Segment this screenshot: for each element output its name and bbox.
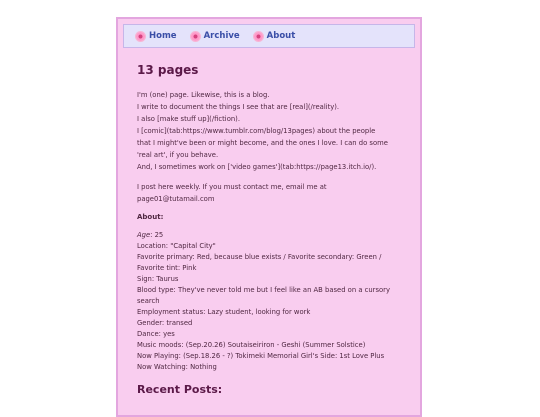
- page-title: 13 pages: [137, 63, 199, 77]
- nav-home-label: Home: [149, 31, 177, 41]
- intro-paragraph: I'm (one) page. Likewise, this is a blog. I write to document the things I see that are [real](/reality). I also [make stuff up](/fiction). I [comic](tab:https://www.tumblr.com/blog/13pages) about the people that I might've been or might become, and the ones I love. I can do some 'real art', if you behave. And, I sometimes work on ['video games'](tab:https://page13.itch.io/).: [137, 91, 388, 171]
- nav-home-link[interactable]: [136, 31, 177, 41]
- recent-posts-heading: Recent Posts:: [137, 383, 223, 396]
- about-line-blood-type: Blood type: They've never told me but I feel like an AB based on a cursory: [137, 286, 390, 294]
- nav-archive-link[interactable]: [191, 31, 240, 41]
- about-line-sign: Sign: Taurus: [137, 275, 179, 283]
- flower-icon: [254, 32, 263, 41]
- about-line-gender: Gender: transed: [137, 319, 193, 327]
- about-line-blood-type-cont: search: [137, 297, 160, 305]
- nav-archive-label: Archive: [203, 31, 240, 41]
- main-content: [137, 63, 407, 396]
- top-nav: [123, 24, 415, 48]
- nav-about-label: About: [266, 31, 296, 41]
- flower-icon: [191, 32, 200, 41]
- about-line-now-playing: Now Playing: (Sep.18.26 - ?) Tokimeki Memorial Girl's Side: 1st Love Plus: [137, 352, 385, 360]
- about-line-location: Location: "Capital City": [137, 242, 216, 250]
- about-line-now-watching: Now Watching: Nothing: [137, 363, 217, 371]
- age-line: [137, 230, 407, 241]
- age-value: : 25: [150, 231, 164, 239]
- about-line-music: Music moods: (Sep.20.26) Soutaiseiriron - Geshi (Summer Solstice): [137, 341, 366, 349]
- age-label: Age: [137, 231, 151, 239]
- about-line-employment: Employment status: Lazy student, looking for work: [137, 308, 311, 316]
- about-line-favorite-tint: Favorite tint: Pink: [137, 264, 197, 272]
- contact-paragraph: I post here weekly. If you must contact me, email me at page01@tutamail.com: [137, 183, 327, 203]
- about-line-favorite-primary: Favorite primary: Red, because blue exists / Favorite secondary: Green /: [137, 253, 382, 261]
- page-frame: [116, 17, 422, 417]
- flower-icon: [136, 32, 145, 41]
- about-line-dance: Dance: yes: [137, 330, 175, 338]
- nav-about-link[interactable]: [254, 31, 296, 41]
- about-heading: About:: [137, 213, 164, 221]
